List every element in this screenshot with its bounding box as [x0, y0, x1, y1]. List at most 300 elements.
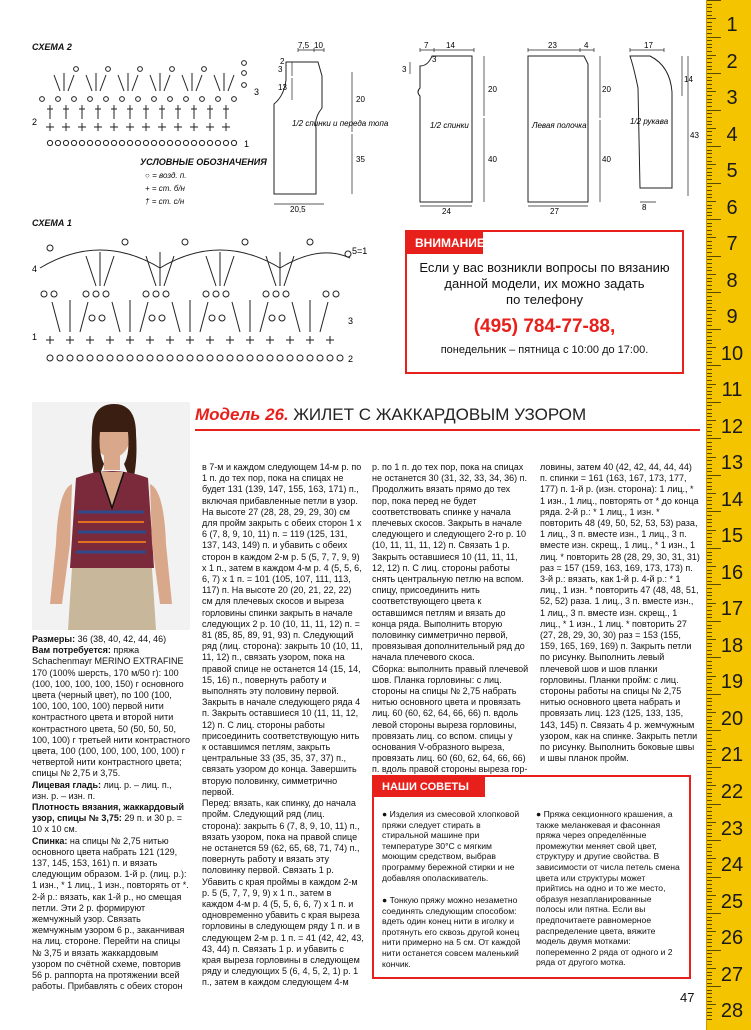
- ruler-tick: [707, 47, 712, 48]
- ruler-tick: [707, 993, 712, 994]
- ruler-tick: [707, 654, 712, 655]
- ruler-tick: [707, 913, 721, 914]
- ruler-number: 7: [726, 233, 738, 256]
- ruler-tick: [707, 957, 712, 958]
- ruler-tick: [707, 453, 712, 454]
- ruler-tick: [707, 924, 712, 925]
- ruler-tick: [707, 588, 712, 589]
- legend-text: = ст. с/н: [151, 197, 185, 206]
- ruler-tick: [707, 778, 712, 779]
- ruler-tick: [707, 530, 716, 531]
- ruler-tick: [707, 983, 712, 984]
- s1-row-label: 5=1: [352, 246, 368, 256]
- ruler-tick: [707, 168, 712, 169]
- ruler-tick: [707, 300, 712, 301]
- pattern-dim: 17: [644, 41, 653, 50]
- ruler-number: 3: [726, 87, 738, 110]
- ruler-tick: [707, 131, 712, 132]
- ruler-tick: [707, 723, 712, 724]
- ruler-tick: [707, 672, 712, 673]
- ruler-tick: [707, 720, 712, 721]
- ruler-number: 28: [720, 1000, 744, 1023]
- ruler-number: 23: [720, 817, 744, 840]
- ruler-tick: [707, 657, 721, 658]
- ruler-tick: [707, 789, 712, 790]
- ruler-tick: [707, 256, 721, 257]
- s1-row-label: 1: [32, 332, 38, 342]
- ruler-tick: [707, 22, 712, 23]
- ruler-tick: [707, 139, 712, 140]
- pattern-dim: 43: [690, 131, 699, 140]
- ruler-tick: [707, 343, 712, 344]
- s2-row-label: 3: [254, 87, 260, 97]
- ruler-tick: [707, 709, 712, 710]
- ruler-tick: [707, 884, 712, 885]
- ruler-tick: [707, 77, 712, 78]
- pattern-dim: 14: [684, 75, 693, 84]
- ruler-tick: [707, 804, 721, 805]
- ruler-number: 11: [721, 379, 743, 402]
- ruler-tick: [707, 1012, 712, 1013]
- ruler-tick: [707, 464, 712, 465]
- pattern-dim: 13: [278, 83, 287, 92]
- ruler-tick: [707, 782, 712, 783]
- ruler-tick: [707, 1019, 712, 1020]
- ruler-tick: [707, 420, 716, 421]
- pattern-dim: 14: [446, 41, 455, 50]
- s2-row-label: 2: [32, 117, 38, 127]
- ruler-tick: [707, 376, 712, 377]
- ruler-number: 25: [720, 890, 744, 913]
- pattern-dim: 40: [602, 155, 611, 164]
- ruler-tick: [707, 234, 712, 235]
- ruler-tick: [707, 972, 712, 973]
- ruler-tick: [707, 570, 712, 571]
- tip-item: ● Пряжа секционного крашения, а также меланжевая и фасонная пряжа через определённые промежутки меняет свой цвет, структуру и другие свойства. В зависимости от числа петель смена цвета или структуры может прийтись на одно и то же место, образуя незапланированные полосы или пятна. Если вы предпочитаете равномерное распределение цвета, вяжите модель двумя мотками: попеременно 2 ряда от одного и 2 ряда от другого мотка.: [536, 809, 680, 968]
- ruler-tick: [707, 690, 712, 691]
- ruler-tick: [707, 88, 712, 89]
- tip-text: Изделия из смесовой хлопковой пряжи следует стирать в стиральной машине при температуре 30°С с мягким моющим средством, выбрав программу бережной стирки и не добавляя ополаскиватель.: [382, 809, 520, 883]
- ruler-tick: [707, 862, 712, 863]
- ruler-tick: [707, 738, 712, 739]
- alert-box: [405, 230, 684, 374]
- ruler-tick: [707, 796, 712, 797]
- pattern-label: 1/2 спинки и переда топа: [292, 119, 389, 128]
- ruler-tick: [707, 55, 716, 56]
- model-title: [195, 405, 700, 431]
- ruler-tick: [707, 398, 712, 399]
- ruler-tick: [707, 888, 712, 889]
- ruler-tick: [707, 113, 712, 114]
- pattern-dim: 8: [642, 203, 647, 212]
- chain-row-bottom: [47, 355, 343, 361]
- ruler-tick: [707, 325, 712, 326]
- ruler-tick: [707, 785, 716, 786]
- ruler-tick: [707, 873, 712, 874]
- ruler-tick: [707, 643, 712, 644]
- ruler-tick: [707, 197, 712, 198]
- ruler-tick: [707, 928, 712, 929]
- ruler-tick: [707, 763, 712, 764]
- ruler-tick: [707, 552, 712, 553]
- ruler-tick: [707, 478, 712, 479]
- ruler-number: 12: [720, 415, 744, 438]
- pattern-dim: 3: [432, 55, 437, 64]
- pattern-dim: 27: [550, 207, 559, 216]
- para-text: 36 (38, 40, 42, 44, 46): [75, 634, 167, 644]
- ruler-tick: [707, 373, 712, 374]
- ruler-tick: [707, 29, 712, 30]
- ruler-tick: [707, 756, 712, 757]
- ruler-tick: [707, 332, 712, 333]
- ruler-tick: [707, 628, 712, 629]
- ruler-tick: [707, 745, 712, 746]
- legend-symbol: +: [145, 184, 150, 193]
- ruler-tick: [707, 771, 712, 772]
- ruler-number: 17: [720, 598, 744, 621]
- pattern-dim: 20: [602, 85, 611, 94]
- ruler-tick: [707, 248, 712, 249]
- col1-paragraph: [32, 780, 190, 802]
- ruler-tick: [707, 44, 712, 45]
- legend-text: = возд. п.: [152, 171, 187, 180]
- ruler-tick: [707, 968, 716, 969]
- ruler-tick: [707, 237, 716, 238]
- ruler-tick: [707, 632, 712, 633]
- ruler-tick: [707, 650, 712, 651]
- ruler-tick: [707, 321, 712, 322]
- pattern-dim: 20,5: [290, 205, 306, 214]
- ruler-tick: [707, 818, 712, 819]
- ruler-tick: [707, 267, 712, 268]
- pattern-dim: 7,5: [298, 41, 310, 50]
- ruler-tick: [707, 979, 712, 980]
- ruler-tick: [707, 194, 712, 195]
- ruler-tick: [707, 749, 716, 750]
- pattern-dim: 2: [280, 57, 285, 66]
- ruler-number: 2: [726, 50, 738, 73]
- ruler-tick: [707, 694, 721, 695]
- ruler-tick: [707, 592, 712, 593]
- ruler-number: 22: [720, 781, 744, 804]
- ruler-tick: [707, 285, 712, 286]
- ruler-tick: [707, 161, 712, 162]
- ruler-tick: [707, 336, 712, 337]
- schema-1-title: СХЕМА 1: [32, 218, 72, 228]
- ruler-tick: [707, 953, 712, 954]
- alert-hours: понедельник – пятница с 10:00 до 17:00.: [440, 344, 649, 356]
- pattern-back: [400, 41, 500, 216]
- ruler-tick: [707, 986, 721, 987]
- text-column-4: ловины, затем 40 (42, 42, 44, 44, 44) п. спинки = 161 (163, 167, 173, 177, 177) п. 1-й р. (изн. сторона): 1 лиц., * 1 изн., 1 лиц., повторять от * до конца ряда. 2-й р.: * 1 лиц., 1 изн. * повторить 48 (49, 50, 52, 53, 53) раза, 1 лиц., 3 п. вместе изн., 1 лиц., 3 п. вместе изн. скрещ., 1 лиц., * 1 изн., 1 лиц. * повторить 28 (28, 29, 30, 31, 31) раз = 157 (159, 163, 169, 173, 173) п. 3-й р.: вязать, как 1-й р. 4-й р.: * 1 лиц., 1 изн. * повторить 47 (48, 48, 51, 52, 52) раза. 1 лиц., 3 п. вместе изн., 1 лиц., 3 п. вместе изн. скрещ., 1 лиц., * 1 изн., 1 лиц. * повторить 27 (27, 28, 29, 30, 30) раз = 153 (155, 159, 165, 169, 169) п. Закрыть петли по рисунку. Выполнить левый плечевой шов и шов планки горловины. Планки пройм: с лиц. стороны работы на спицы № 2,75 нитью основного цвета набрать и провязать лиц. 123 (125, 133, 135, 143, 145) п. Связать 4 р. жемчужным узором, как на спинке. Закрыть петли по рисунку. Выполнить боковые швы и швы планок пройм.: [540, 462, 700, 764]
- ruler-tick: [707, 800, 712, 801]
- ruler-number: 8: [726, 269, 738, 292]
- ruler-tick: [707, 665, 712, 666]
- ruler-tick: [707, 683, 712, 684]
- ruler-tick: [707, 906, 712, 907]
- ruler-tick: [707, 544, 712, 545]
- col1-paragraph: [32, 645, 190, 779]
- ruler-tick: [707, 183, 721, 184]
- ruler-tick: [707, 15, 712, 16]
- ruler-tick: [707, 899, 712, 900]
- ruler-tick: [707, 457, 716, 458]
- ruler-tick: [707, 307, 712, 308]
- legend-item: [145, 184, 185, 193]
- ruler-tick: [707, 241, 712, 242]
- ruler-number: 10: [720, 342, 744, 365]
- ruler-tick: [707, 402, 721, 403]
- pattern-dim: 3: [278, 65, 283, 74]
- ruler-tick: [707, 950, 721, 951]
- ruler-tick: [707, 931, 716, 932]
- ruler-tick: [707, 603, 716, 604]
- ruler-tick: [707, 614, 712, 615]
- alert-line: данной модели, их можно задать: [444, 276, 645, 291]
- ruler-tick: [707, 384, 716, 385]
- ruler-tick: [707, 172, 712, 173]
- ruler-tick: [707, 135, 712, 136]
- ruler-tick: [707, 537, 712, 538]
- s2-row-label: 1: [244, 139, 250, 149]
- ruler-number: 27: [720, 963, 744, 986]
- ruler-tick: [707, 815, 712, 816]
- ruler-tick: [707, 442, 712, 443]
- alert-phone: (495) 784-77-88,: [473, 316, 616, 337]
- pattern-dim: 23: [548, 41, 557, 50]
- ruler-tick: [707, 226, 712, 227]
- ruler-tick: [707, 157, 712, 158]
- alert-line: по телефону: [506, 292, 583, 307]
- ruler-tick: [707, 0, 721, 1]
- ruler-tick: [707, 409, 712, 410]
- tip-text: Пряжа секционного крашения, а также меланжевая и фасонная пряжа через определённые промежутки меняет свой цвет, структуру и другие свойства. В зависимости от числа петель смена цвета или структуры может прийтись на одно и то же место, образуя незапланированные полосы или пятна. Если вы предпочитаете равномерное распределение цвета, вяжите модель двумя мотками: попеременно 2 ряда от одного и 2 ряда от другого мотка.: [536, 809, 680, 968]
- ruler-tick: [707, 99, 712, 100]
- ruler-tick: [707, 566, 716, 567]
- ruler-tick: [707, 84, 712, 85]
- ruler-tick: [707, 303, 712, 304]
- ruler-tick: [707, 833, 712, 834]
- ruler-tick: [707, 975, 712, 976]
- ruler-tick: [707, 387, 712, 388]
- ruler-tick: [707, 124, 712, 125]
- para-heading: Спинка:: [32, 835, 68, 846]
- pattern-dim: 35: [356, 155, 365, 164]
- ruler-tick: [707, 146, 721, 147]
- ruler-tick: [707, 617, 712, 618]
- text-column-3: р. по 1 п. до тех пор, пока на спицах не останется 30 (31, 32, 33, 34, 36) п. Продолжить вязать прямо до тех пор, пока перед не будет соответствовать спинке у начала плечевых скосов. Закрыть в начале следующего и следующего 2-го р. 10 (10, 11, 11, 11, 12) п. Связать 1 р. Закрыть оставшиеся 10 (11, 11, 11, 12, 12) п. С лиц. стороны работы снять центральную петлю на вспом. спицу, присоединить нить соответствующего цвета к оставшимся петлям и вязать до конца ряда. Выполнить вторую половинку симметрично первой, провязывая дополнительный ряд до начала плечевого скоса. Сборка: выполнить правый плечевой шов. Планка горловины: с лиц. стороны на спицы № 2,75 набрать нитью основного цвета и провязать лиц. 60 (60, 62, 64, 66, 66) п. вдоль левой стороны выреза горловины, провязать лиц. со вспом. спицы у основания V-образного выреза, провязать лиц. 60 (60, 62, 64, 66, 66) п. вдоль правой стороны выреза гор-: [372, 462, 529, 775]
- ruler-tick: [707, 866, 712, 867]
- ruler-tick: [707, 793, 712, 794]
- ruler-tick: [707, 4, 712, 5]
- ruler-tick: [707, 482, 712, 483]
- ruler-tick: [707, 369, 712, 370]
- ruler-tick: [707, 522, 712, 523]
- s1-row-label: 3: [348, 316, 354, 326]
- ruler-tick: [707, 895, 716, 896]
- ruler-tick: [707, 289, 712, 290]
- ruler-tick: [707, 205, 712, 206]
- ruler-tick: [707, 555, 712, 556]
- ruler-tick: [707, 701, 712, 702]
- ruler-tick: [707, 610, 712, 611]
- ruler-number: 18: [720, 634, 744, 657]
- ruler-tick: [707, 942, 712, 943]
- para-heading: Размеры:: [32, 634, 76, 644]
- ruler-number: 5: [726, 160, 738, 183]
- text-column-1: [32, 634, 190, 992]
- ruler-tick: [707, 223, 712, 224]
- ruler-tick: [707, 646, 712, 647]
- ruler-tick: [707, 435, 712, 436]
- ruler-number: 1: [726, 14, 738, 36]
- ruler-tick: [707, 18, 716, 19]
- ruler-tick: [707, 636, 712, 637]
- ruler-tick: [707, 296, 712, 297]
- ruler-tick: [707, 687, 712, 688]
- ruler-tick: [707, 877, 721, 878]
- ruler-tick: [707, 186, 712, 187]
- col1-paragraph: [32, 802, 190, 836]
- ruler-tick: [707, 230, 712, 231]
- ruler-tick: [707, 438, 721, 439]
- ruler-tick: [707, 274, 716, 275]
- ruler-tick: [707, 468, 712, 469]
- pattern-sleeve: [622, 42, 700, 212]
- ruler-tick: [707, 533, 712, 534]
- s1-row-label: 2: [348, 354, 354, 364]
- ruler-tick: [707, 829, 712, 830]
- ruler-tick: [707, 961, 712, 962]
- ruler-tick: [707, 917, 712, 918]
- ruler-tick: [707, 117, 712, 118]
- ruler-tick: [707, 679, 712, 680]
- ruler-tick: [707, 734, 712, 735]
- ruler-tick: [707, 416, 712, 417]
- ruler-number: 24: [720, 854, 744, 877]
- ruler-tick: [707, 774, 712, 775]
- ruler-tick: [707, 58, 712, 59]
- ruler-tick: [707, 263, 712, 264]
- ruler-tick: [707, 219, 721, 220]
- ruler-tick: [707, 807, 712, 808]
- measuring-tape: [706, 0, 751, 1030]
- ruler-tick: [707, 844, 712, 845]
- ruler-number: 14: [720, 488, 744, 511]
- ruler-tick: [707, 891, 712, 892]
- ruler-tick: [707, 128, 716, 129]
- para-heading: Лицевая гладь:: [32, 779, 102, 790]
- ruler-tick: [707, 201, 716, 202]
- ruler-tick: [707, 851, 712, 852]
- para-heading: Плотность вязания, жаккардовый узор, спицы № 3,75:: [32, 802, 185, 824]
- ruler-tick: [707, 847, 712, 848]
- ruler-tick: [707, 497, 712, 498]
- ruler-tick: [707, 40, 712, 41]
- ruler-tick: [707, 489, 712, 490]
- ruler-tick: [707, 698, 712, 699]
- legend-item: [145, 171, 186, 180]
- ruler-tick: [707, 7, 712, 8]
- model-photo: [32, 402, 190, 630]
- pattern-label: 1/2 рукава: [630, 117, 669, 126]
- pattern-dim: 4: [584, 41, 589, 50]
- ruler-tick: [707, 215, 712, 216]
- tip-item: ● Изделия из смесовой хлопковой пряжи следует стирать в стиральной машине при температуре 30°С с мягким моющим средством, выбрав программу бережной стирки и не добавляя ополаскиватель.: [382, 809, 520, 883]
- ruler-tick: [707, 668, 712, 669]
- ruler-tick: [707, 858, 716, 859]
- legend-item: [145, 197, 184, 206]
- ruler-tick: [707, 318, 712, 319]
- ruler-tick: [707, 431, 712, 432]
- legend-title: УСЛОВНЫЕ ОБОЗНАЧЕНИЯ: [140, 157, 267, 167]
- ruler-tick: [707, 446, 712, 447]
- ruler-number: 26: [720, 927, 744, 950]
- ruler-tick: [707, 990, 712, 991]
- pattern-label: 1/2 спинки: [430, 121, 469, 130]
- ruler-tick: [707, 95, 712, 96]
- ruler-tick: [707, 727, 712, 728]
- ruler-tick: [707, 500, 712, 501]
- model-number: Модель 26.: [195, 405, 289, 424]
- ruler-number: 15: [720, 525, 744, 548]
- ruler-tick: [707, 515, 712, 516]
- ruler-tick: [707, 511, 721, 512]
- ruler-tick: [707, 329, 721, 330]
- ruler-tick: [707, 836, 712, 837]
- pattern-dim: 20: [488, 85, 497, 94]
- ruler-tick: [707, 51, 712, 52]
- ruler-tick: [707, 661, 712, 662]
- ruler-tick: [707, 281, 712, 282]
- ruler-number: 6: [726, 196, 738, 219]
- ruler-tick: [707, 380, 712, 381]
- ruler-number: 16: [720, 561, 744, 584]
- pattern-dim: 7: [424, 41, 429, 50]
- tip-item: ● Тонкую пряжу можно незаметно соединять следующим способом: вдеть один конец нити в иголку и протянуть его сквозь другой конец нити примерно на 5 см. От каждой нити останется совсем маленький кончик.: [382, 895, 521, 969]
- ruler-tick: [707, 278, 712, 279]
- ruler-tick: [707, 362, 712, 363]
- ruler-number: 19: [720, 671, 744, 694]
- legend-text: = ст. б/н: [151, 184, 185, 193]
- ruler-tick: [707, 314, 712, 315]
- ruler-number: 9: [726, 306, 738, 329]
- para-text: на спицы № 2,75 нитью основного цвета набрать 121 (129, 137, 145, 153, 161) п. и вязать следующим образом. 1-й р. (лиц. р.): 1 изн., * 1 лиц., 1 изн., повторять от *. 2-й р.: вязать, как 1-й р., но смещая петли. Эти 2 р. формируют жемчужный узор. Связать жемчужным узором 6 р., заканчивая на лиц. стороне. Перейти на спицы № 3,75 и вязать жаккардовым узором по счётной схеме, повторив 56 р. раппорта на протяжении всей работы. Прибавлять с обеих сторон: [32, 835, 189, 992]
- ruler-tick: [707, 559, 712, 560]
- ruler-tick: [707, 741, 712, 742]
- ruler-tick: [707, 526, 712, 527]
- ruler-tick: [707, 471, 712, 472]
- ruler-tick: [707, 902, 712, 903]
- ruler-tick: [707, 66, 712, 67]
- ruler-tick: [707, 621, 721, 622]
- ruler-number: 4: [726, 123, 738, 146]
- ruler-tick: [707, 625, 712, 626]
- ruler-tick: [707, 179, 712, 180]
- ruler-tick: [707, 80, 712, 81]
- para-heading: Вам потребуется:: [32, 645, 111, 656]
- ruler-tick: [707, 573, 712, 574]
- pattern-left-front: [518, 41, 618, 216]
- tips-heading: НАШИ СОВЕТЫ: [374, 777, 485, 797]
- ruler-tick: [707, 1004, 716, 1005]
- ruler-tick: [707, 767, 721, 768]
- ruler-tick: [707, 427, 712, 428]
- page-number: 47: [680, 990, 695, 1005]
- ruler-tick: [707, 340, 712, 341]
- pattern-front: [272, 41, 389, 214]
- ruler-tick: [707, 508, 712, 509]
